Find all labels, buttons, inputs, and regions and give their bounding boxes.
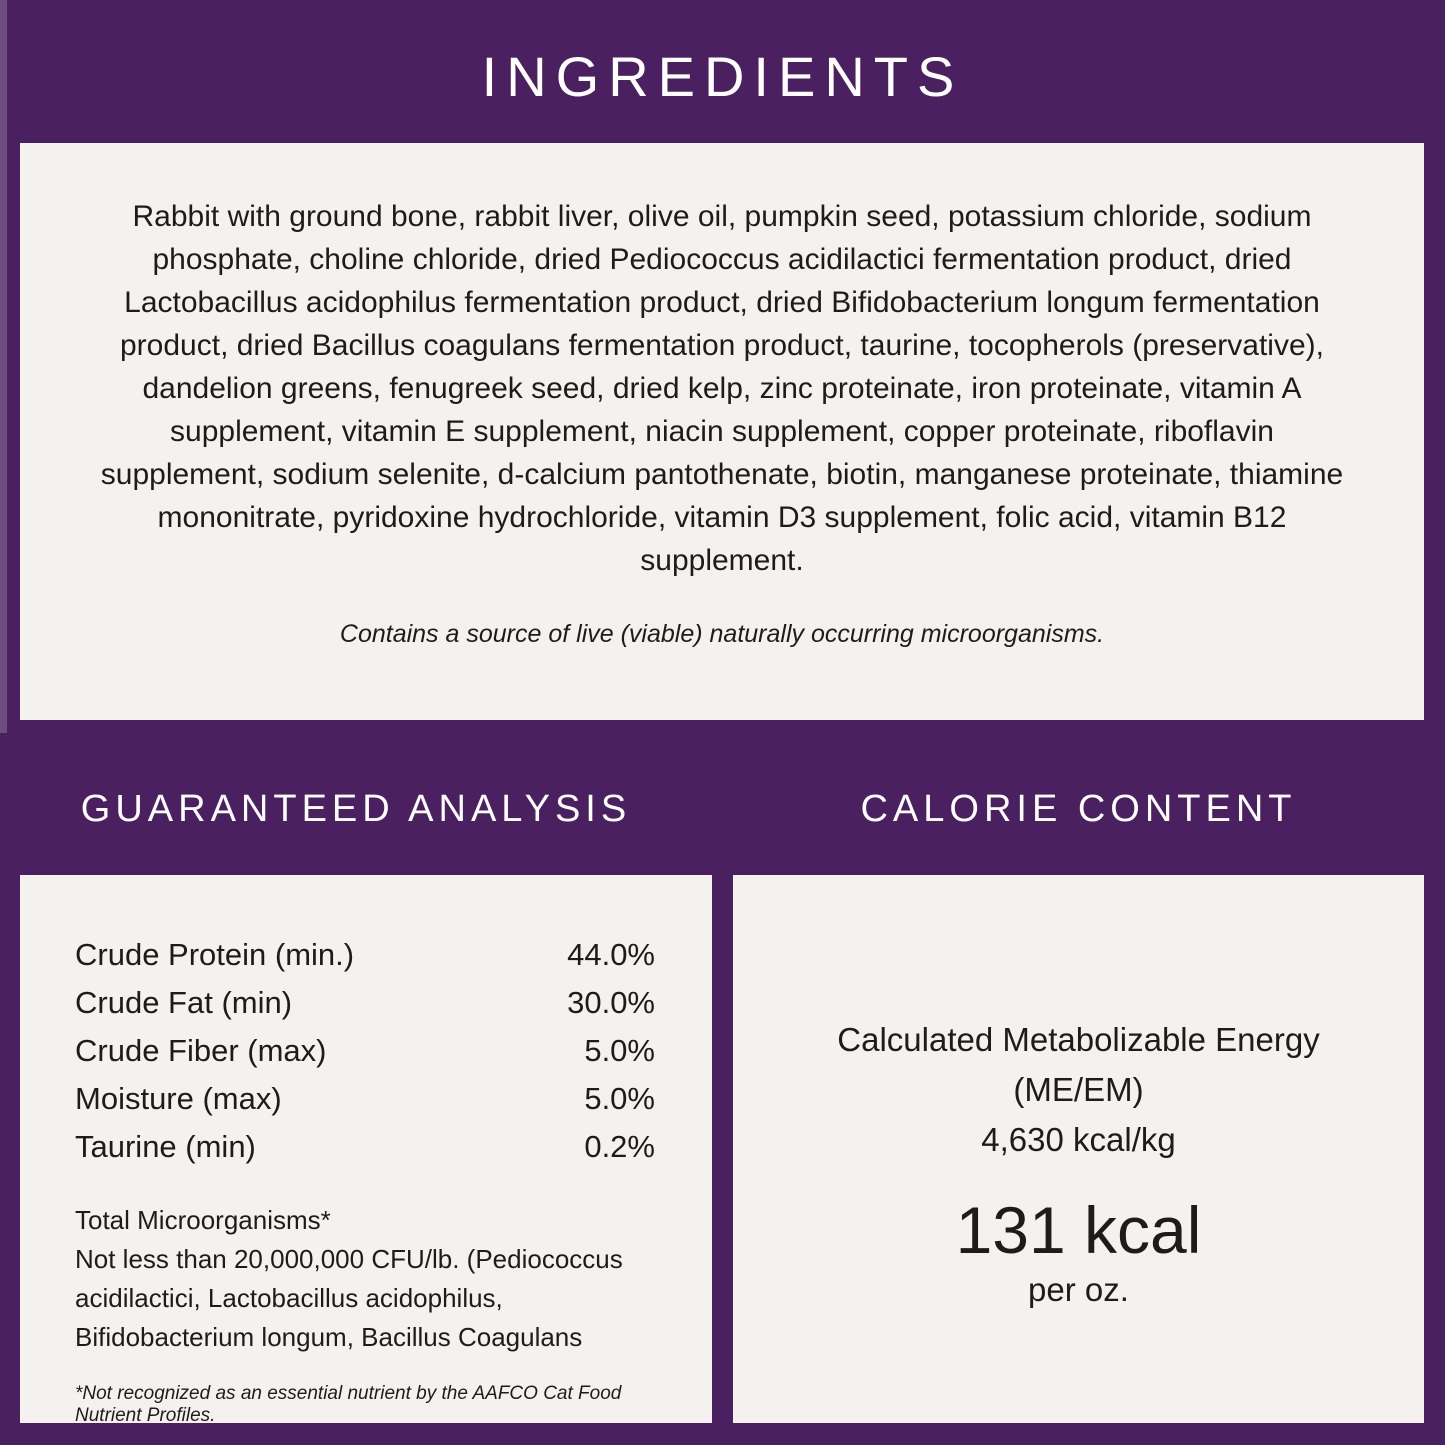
total-microorganisms-text: Not less than 20,000,000 CFU/lb. (Pediococcus acidilactici, Lactobacillus acidophilus, Bifidobacterium longum, Bacillus Coagulans [75,1244,623,1352]
total-microorganisms-title: Total Microorganisms* [75,1205,331,1235]
section-headers [0,788,1445,831]
table-row-crude-fat [75,979,655,1027]
guaranteed-analysis-title: GUARANTEED ANALYSIS [80,788,632,830]
table-row-crude-protein [75,931,655,979]
ingredients-title: INGREDIENTS [481,45,964,108]
nutrient-value: 0.2% [584,1129,655,1164]
ingredients-list-text: Rabbit with ground bone, rabbit liver, olive oil, pumpkin seed, potassium chloride, sodium phosphate, choline chloride, dried Pediococcus acidilactici fermentation product, dried Lactobacillus acidophilus fermentation product, dried Bifidobacterium longum fermentation product, dried Bacillus coagulans fermentation product, taurine, tocopherols (preservative), dandelion greens, fenugreek seed, dried kelp, zinc proteinate, iron proteinate, vitamin A supplement, vitamin E supplement, niacin supplement, copper proteinate, riboflavin supplement, sodium selenite, d-calcium pantothenate, biotin, manganese proteinate, thiamine mononitrate, pyridoxine hydrochloride, vitamin D3 supplement, folic acid, vitamin B12 supplement. [100,200,1344,577]
nutrient-label: Crude Protein (min.) [75,937,355,972]
nutrient-value: 5.0% [584,1033,655,1068]
nutrient-label: Moisture (max) [75,1081,282,1116]
table-row-taurine [75,1123,655,1171]
nutrient-label: Crude Fat (min) [75,985,293,1020]
ingredients-panel [20,143,1424,720]
metabolizable-energy-label: Calculated Metabolizable Energy (ME/EM) [837,1021,1320,1108]
total-microorganisms-block [75,1201,655,1357]
kcal-per-serving: 131 kcal [955,1193,1202,1267]
kcal-serving-unit: per oz. [1028,1271,1129,1308]
nutrient-label: Taurine (min) [75,1129,256,1164]
analysis-table [75,931,655,1171]
live-microorganisms-note: Contains a source of live (viable) naturally occurring microorganisms. [339,620,1105,648]
nutrient-value: 5.0% [584,1081,655,1116]
calorie-content-panel [733,875,1424,1423]
calorie-content-title: CALORIE CONTENT [860,788,1297,830]
guaranteed-analysis-panel [20,875,712,1426]
aafco-footnote: *Not recognized as an essential nutrient by the AAFCO Cat Food Nutrient Profiles. [75,1383,622,1426]
left-edge-strip [0,0,7,733]
nutrient-value: 44.0% [567,937,655,972]
table-row-crude-fiber [75,1027,655,1075]
table-row-moisture [75,1075,655,1123]
nutrient-value: 30.0% [567,985,655,1020]
energy-kcal-per-kg: 4,630 kcal/kg [981,1121,1176,1158]
nutrient-label: Crude Fiber (max) [75,1033,327,1068]
